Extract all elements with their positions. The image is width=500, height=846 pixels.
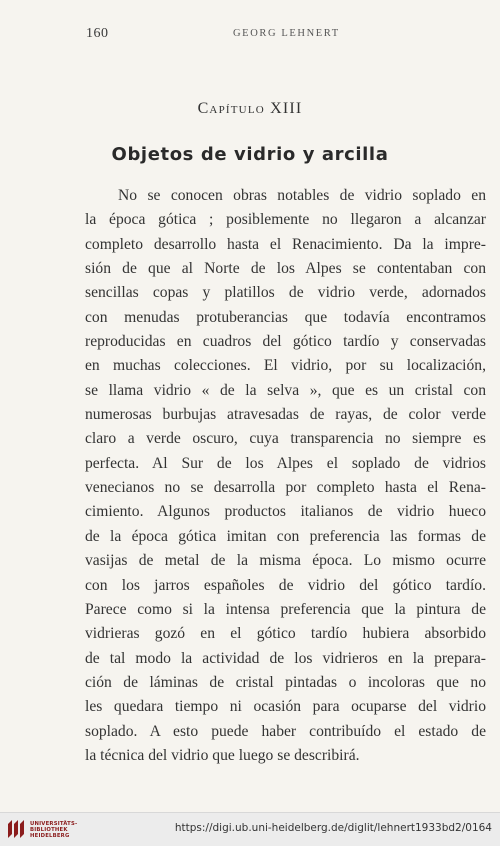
text-line: No se conocen obras notables de vidrio soplado en bbox=[118, 187, 486, 204]
text-line: con menudas protuberancias que todavía encontramos bbox=[85, 308, 486, 326]
text-line: de tal modo la actividad de los vidrieros en la prepara- bbox=[85, 649, 486, 667]
heidelberg-library-logo-icon bbox=[6, 818, 26, 840]
text-line: sión de que al Norte de los Alpes se contentaban con bbox=[85, 260, 486, 278]
chapter-title: Objetos de vidrio y arcilla bbox=[111, 144, 389, 165]
text-line: la técnica del vidrio que luego se describirá. bbox=[85, 746, 360, 764]
logo-text bbox=[30, 821, 77, 839]
text-line: les quedara tiempo ni ocasión para ocuparse del vidrio bbox=[85, 698, 486, 716]
text-line: cimiento. Algunos productos italianos de vidrio hueco bbox=[85, 503, 486, 521]
text-line: completo desarrollo hasta el Renacimiento. Da la impre- bbox=[85, 235, 486, 253]
text-line: numerosas burbujas atravesadas de rayas, de color verde bbox=[85, 406, 486, 424]
page-number: 160 bbox=[86, 26, 109, 41]
logo-line: BIBLIOTHEK bbox=[30, 827, 68, 833]
library-logo[interactable] bbox=[6, 818, 86, 842]
text-line: claro a verde oscuro, cuya transparencia no siempre es bbox=[85, 430, 486, 448]
logo-line: UNIVERSITÄTS- bbox=[30, 821, 78, 827]
permalink-url[interactable]: https://digi.ub.uni-heidelberg.de/diglit/lehnert1933bd2/0164 bbox=[174, 822, 492, 834]
text-line: la época gótica ; posiblemente no llegaron a alcanzar bbox=[85, 211, 486, 229]
running-title: GEORG LEHNERT bbox=[233, 28, 340, 39]
logo-line: HEIDELBERG bbox=[30, 833, 70, 839]
text-line: sencillas copas y platillos de vidrio verde, adornados bbox=[85, 284, 486, 302]
text-line: vasijas de metal de la misma época. Lo mismo ocurre bbox=[85, 552, 486, 570]
text-line: ción de láminas de cristal pintadas o incoloras que no bbox=[85, 673, 486, 691]
text-line: reproducidas en cuadros del gótico tardío y conservadas bbox=[85, 333, 486, 351]
text-line: se llama vidrio « de la selva », que es un cristal con bbox=[85, 381, 486, 399]
text-line: soplado. A esto puede haber contribuído el estado de bbox=[85, 722, 486, 740]
text-line: en muchas colecciones. El vidrio, por su localización, bbox=[85, 357, 486, 375]
viewer-footer bbox=[0, 812, 500, 846]
chapter-label: Capítulo XIII bbox=[197, 100, 303, 117]
running-head bbox=[86, 26, 484, 46]
text-line: Parece como si la intensa preferencia que la pintura de bbox=[85, 600, 486, 618]
text-line: con los jarros españoles de vidrio del gótico tardío. bbox=[85, 576, 486, 594]
body-text bbox=[85, 184, 486, 768]
text-line: de la época gótica imitan con preferencia las formas de bbox=[85, 527, 486, 545]
text-line: perfecta. Al Sur de los Alpes el soplado de vidrios bbox=[85, 454, 486, 472]
text-line: venecianos no se desarrolla por completo hasta el Rena- bbox=[85, 479, 486, 497]
text-line: vidrieras gozó en el gótico tardío hubiera absorbido bbox=[85, 625, 486, 643]
